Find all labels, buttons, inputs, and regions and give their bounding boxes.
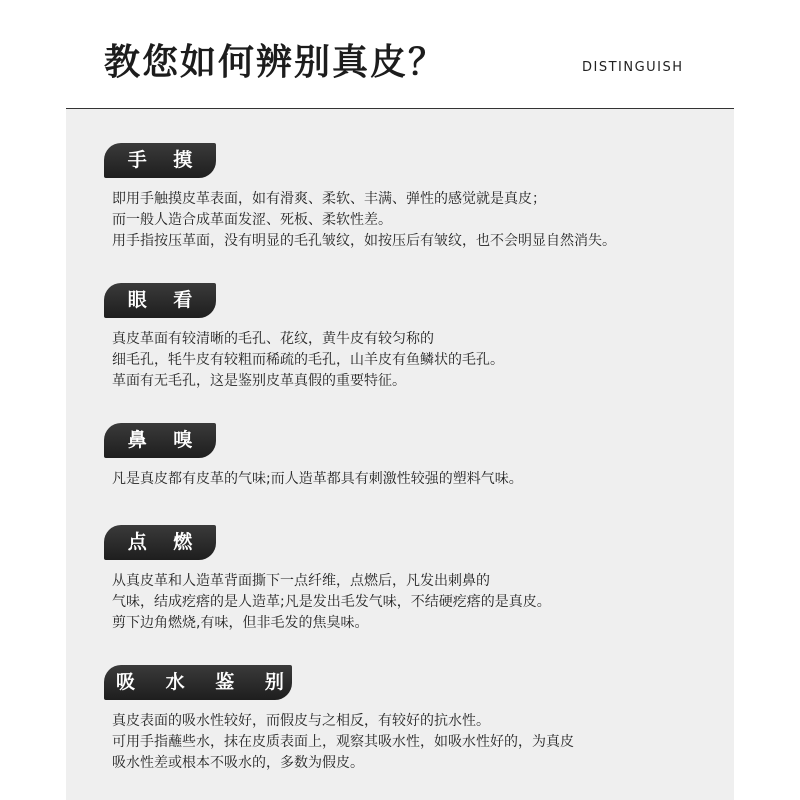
description-line: 剪下边角燃烧,有味，但非毛发的焦臭味。 [112, 615, 369, 631]
page-subtitle: DISTINGUISH [582, 60, 684, 75]
description-line: 气味，结成疙瘩的是人造革;凡是发出毛发气味，不结硬疙瘩的是真皮。 [112, 594, 551, 610]
section-description-smell [112, 469, 722, 490]
description-line: 而一般人造合成革面发涩、死板、柔软性差。 [112, 212, 392, 228]
description-line: 可用手指蘸些水，抹在皮质表面上，观察其吸水性，如吸水性好的，为真皮 [112, 734, 574, 750]
section-label-smell: 鼻 嗅 [104, 423, 216, 458]
description-line: 凡是真皮都有皮革的气味;而人造革都具有刺激性较强的塑料气味。 [112, 471, 523, 487]
page-header [0, 0, 800, 108]
description-line: 真皮表面的吸水性较好，而假皮与之相反，有较好的抗水性。 [112, 713, 490, 729]
description-line: 革面有无毛孔，这是鉴别皮革真假的重要特征。 [112, 373, 406, 389]
section-description-look [112, 329, 722, 392]
section-label-burn: 点 燃 [104, 525, 216, 560]
section-label-water: 吸 水 鉴 别 [104, 665, 292, 700]
section-label-look: 眼 看 [104, 283, 216, 318]
description-line: 即用手触摸皮革表面，如有滑爽、柔软、丰满、弹性的感觉就是真皮； [112, 191, 546, 207]
description-line: 用手指按压革面，没有明显的毛孔皱纹，如按压后有皱纹，也不会明显自然消失。 [112, 233, 616, 249]
description-line: 吸水性差或根本不吸水的，多数为假皮。 [112, 755, 364, 771]
page-title: 教您如何辨别真皮？ [104, 42, 447, 83]
content-panel [66, 109, 734, 800]
description-line: 细毛孔，牦牛皮有较粗而稀疏的毛孔，山羊皮有鱼鳞状的毛孔。 [112, 352, 504, 368]
description-line: 真皮革面有较清晰的毛孔、花纹，黄牛皮有较匀称的 [112, 331, 434, 347]
section-description-touch [112, 189, 722, 252]
section-description-burn [112, 571, 722, 634]
section-description-water [112, 711, 722, 774]
description-line: 从真皮革和人造革背面撕下一点纤维，点燃后，凡发出刺鼻的 [112, 573, 490, 589]
section-label-touch: 手 摸 [104, 143, 216, 178]
